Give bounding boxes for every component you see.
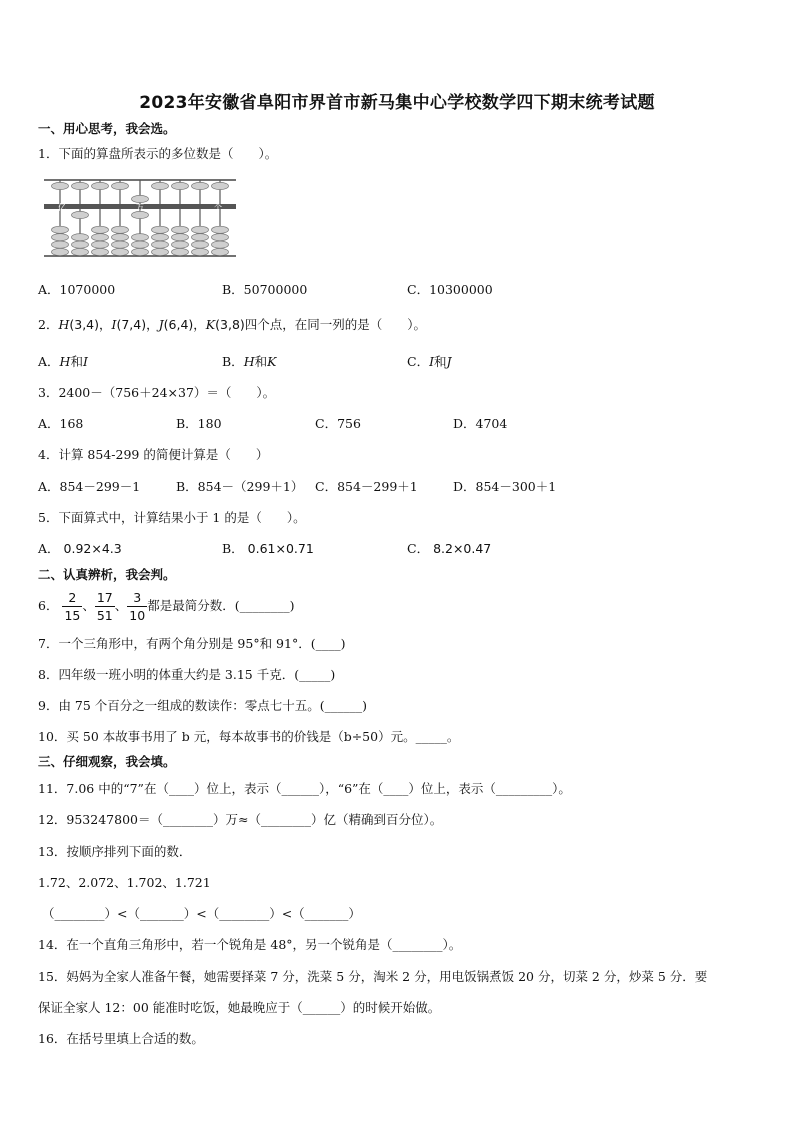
question-16: 16．在括号里填上合适的数。 (38, 1031, 204, 1046)
point-i: I (111, 317, 117, 332)
fraction-3-10: $\frac{3}{10}$ (129, 590, 146, 623)
question-11: 11．7.06 中的“7”在（____）位上，表示（______），“6”在（____）位上，表示（_________）。 (38, 781, 571, 796)
question-8: 8．四年级一班小明的体重大约是 3.15 千克．(_____) (38, 667, 336, 682)
question-10: 10．买 50 本故事书用了 b 元，每本故事书的价钱是（b÷50）元。_____。 (38, 729, 460, 744)
lower-bead (152, 248, 169, 255)
q1-option-b[interactable]: B．50700000 (222, 282, 308, 297)
lower-bead (192, 234, 209, 241)
upper-bead (132, 195, 149, 202)
fraction-17-51: $\frac{17}{51}$ (96, 590, 113, 623)
upper-bead (52, 182, 69, 189)
q2-option-a[interactable]: A．H和I (38, 354, 88, 369)
question-4-stem: 4．计算 854-299 的简便计算是（ ） (38, 447, 269, 462)
upper-bead (112, 182, 129, 189)
upper-bead (192, 182, 209, 189)
lower-bead (52, 226, 69, 233)
lower-bead (172, 241, 189, 248)
question-12: 12．953247800＝（________）万≈（________）亿（精确到百分位）。 (38, 812, 443, 827)
lower-bead (112, 241, 129, 248)
point-k: K (205, 317, 216, 332)
upper-bead (212, 182, 229, 189)
q1-option-a[interactable]: A．1070000 (38, 282, 116, 297)
q2-number: 2． (38, 317, 59, 332)
q4-option-b[interactable]: B．854－（299＋1） (176, 479, 304, 494)
q2-tail: 四个点，在同一列的是（ ）。 (244, 317, 427, 332)
upper-bead (172, 182, 189, 189)
question-6: 6． $\frac{2}{15}$ 、 $\frac{17}{51}$ 、 $\frac{3}{10}$ 都是最简分数．(________) (38, 590, 295, 623)
lower-bead (132, 234, 149, 241)
lower-bead (112, 226, 129, 233)
label-yi: 亿 (58, 203, 66, 212)
lower-bead (212, 248, 229, 255)
lower-bead (52, 234, 69, 241)
lower-bead (152, 241, 169, 248)
lower-bead (72, 241, 89, 248)
question-15-line-1: 15．妈妈为全家人准备午餐，她需要择菜 7 分，洗菜 5 分，淘米 2 分，用电饭锅煮饭 20 分，切菜 2 分，炒菜 5 分．要 (38, 969, 708, 984)
section-2-heading: 二、认真辨析，我会判。 (38, 567, 176, 582)
label-wan: 万 (136, 203, 144, 212)
lower-bead (152, 234, 169, 241)
page-title: 2023年安徽省阜阳市界首市新马集中心学校数学四下期末统考试题 (139, 93, 655, 113)
q4-option-a[interactable]: A．854－299－1 (38, 479, 141, 494)
point-k-coords: (3,8) (215, 317, 245, 332)
lower-bead (92, 234, 109, 241)
question-15-line-2: 保证全家人 12：00 能准时吃饭，她最晚应于（______）的时候开始做。 (38, 1000, 441, 1015)
lower-bead (72, 248, 89, 255)
point-j: J (158, 317, 164, 332)
lower-bead (192, 226, 209, 233)
lower-bead (72, 211, 89, 218)
lower-bead (72, 234, 89, 241)
upper-bead (92, 182, 109, 189)
question-13-numbers: 1.72、2.072、1.702、1.721 (38, 875, 211, 890)
question-1-stem: 1．下面的算盘所表示的多位数是（ ）。 (38, 146, 278, 161)
lower-bead (92, 248, 109, 255)
lower-bead (92, 241, 109, 248)
lower-bead (212, 241, 229, 248)
lower-bead (132, 241, 149, 248)
q2-option-b[interactable]: B．H和K (222, 354, 277, 369)
lower-bead (132, 211, 149, 218)
question-3-stem: 3．2400－（756＋24×37）＝（ ）。 (38, 385, 276, 400)
lower-bead (172, 248, 189, 255)
q1-option-c[interactable]: C．10300000 (407, 282, 493, 297)
section-3-heading: 三、仔细观察，我会填。 (38, 754, 176, 769)
lower-bead (192, 248, 209, 255)
point-h: H (58, 317, 70, 332)
lower-bead (172, 226, 189, 233)
lower-bead (52, 241, 69, 248)
upper-bead (152, 182, 169, 189)
lower-bead (192, 241, 209, 248)
q3-option-a[interactable]: A．168 (38, 416, 84, 431)
question-14: 14．在一个直角三角形中，若一个锐角是 48°，另一个锐角是（________）。 (38, 937, 462, 952)
q3-option-c[interactable]: C．756 (315, 416, 361, 431)
question-13-blanks: （________）<（_______）<（________）<（_______） (42, 906, 361, 921)
fraction-2-15: $\frac{2}{15}$ (64, 590, 81, 623)
lower-bead (52, 248, 69, 255)
label-ge: 个 (214, 203, 222, 212)
lower-bead (132, 248, 149, 255)
point-i-coords: (7,4) (116, 317, 147, 332)
q2-option-c[interactable]: C．I和J (407, 354, 452, 369)
lower-bead (92, 226, 109, 233)
q5-option-a[interactable]: A． 0.92×4.3 (38, 541, 122, 556)
lower-bead (112, 248, 129, 255)
lower-bead (112, 234, 129, 241)
question-5-stem: 5．下面算式中，计算结果小于 1 的是（ ）。 (38, 510, 306, 525)
point-h-coords: (3,4) (69, 317, 99, 332)
abacus-rods (52, 180, 229, 256)
q4-option-c[interactable]: C．854－299＋1 (315, 479, 418, 494)
question-13-stem: 13．按顺序排列下面的数． (38, 844, 192, 859)
lower-bead (212, 234, 229, 241)
question-9: 9．由 75 个百分之一组成的数读作：零点七十五。(______) (38, 698, 368, 713)
question-7: 7．一个三角形中，有两个角分别是 95°和 91°．(____) (38, 636, 346, 651)
abacus-figure (42, 178, 238, 258)
section-1-heading: 一、用心思考，我会选。 (38, 121, 176, 136)
q5-option-c[interactable]: C． 8.2×0.47 (407, 541, 492, 556)
q3-option-d[interactable]: D．4704 (453, 416, 508, 431)
point-j-coords: (6,4) (163, 317, 194, 332)
q5-option-b[interactable]: B． 0.61×0.71 (222, 541, 314, 556)
upper-bead (72, 182, 89, 189)
q4-option-d[interactable]: D．854－300＋1 (453, 479, 557, 494)
q3-option-b[interactable]: B．180 (176, 416, 222, 431)
lower-bead (212, 226, 229, 233)
lower-bead (172, 234, 189, 241)
lower-bead (152, 226, 169, 233)
question-2-stem: 2．H(3,4)，I(7,4)，J(6,4)，K(3,8)四个点，在同一列的是（ ）。 (38, 317, 427, 332)
